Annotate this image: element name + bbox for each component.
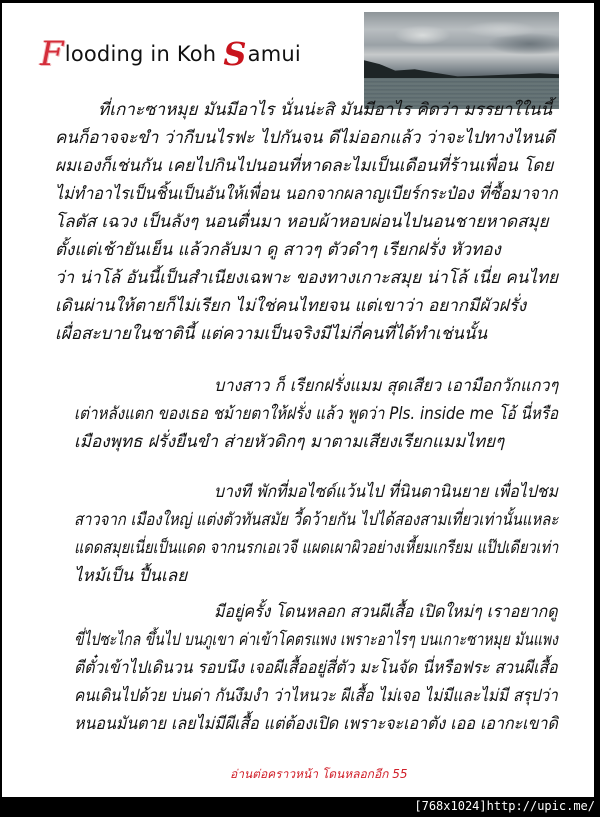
watermark-bar [0,797,600,817]
watermark-link[interactable]: [768x1024]http://upic.me/ [414,799,595,813]
text-line: บางสาว ก็ เรียกฝรั่งแมม สุดเสียว เอามือกวักแกวๆ [214,376,559,396]
text-line: ตีตั๋วเข้าไปเดินวน รอบนึง เจอผีเสื้ออยู่สี่ตัว มะโนจัด นี่หรือฟระ สวนผีเสื้อ [74,658,558,678]
text-line: ไม่ทำอาไรเป็นชิ้นเป็นอันให้เพื่อน นอกจากผลาญเบียร์กระป๋อง ที่ซื้อมาจาก [55,184,558,204]
text-line: เมืองพุทธ ฝรั่งยืนขำ ส่ายหัวดิกๆ มาตามเสียงเรียกแมมไทยๆ [74,432,505,452]
text-line: เต่าหลังแตก ของเธอ ชม้ายตาให้ฝรั่ง แล้ว พูดว่า Pls. inside me โอ้ นี่หรือ [74,404,559,424]
ornate-initial-s: S [223,35,247,73]
text-line: โลตัส เฉวง เป็นลังๆ นอนตื่นมา หอบผ้าหอบผ่อนไปนอนชายหาดสมุย [55,212,549,232]
text-line: ที่เกาะซาหมุย มันมีอาไร นั่นน่ะสิ มันมีอาไร คิดว่า มรรยาใในนี้ [98,100,553,120]
ornate-initial-f: F [40,34,64,74]
text-line: มีอยู่ครั้ง โดนหลอก สวนผีเสื้อ เปิดใหม่ๆ เราอยากดู [214,602,558,622]
continue-reading-note: อ่านต่อคราวหน้า โดนหลอกอีก 55 [230,767,408,781]
title-text-part1: looding in Koh [64,42,217,66]
text-line: คนเดินไปด้วย บ่นด่า กันงึมงำ ว่าไหนวะ ผีเสื้อ ไม่เจอ ไม่มีและไม่มี สรุปว่า [74,686,558,706]
text-line: บางที พักที่มอไซด์แว้นไป ที่นินตานินยาย เพื่อไปชม [214,482,558,502]
text-line: แดดสมุยเนี่ยเป็นแดด จากนรกเอเวจี แผดเผาผิวอย่างเหี้ยมเกรียม แป๊ปเดียวเท่า [74,538,559,558]
text-line: สาวจาก เมืองใหญ่ แต่งตัวทันสมัย วี้ดว้ายกัน ไปได้สองสามเที่ยวเท่านั้นแหละ [74,510,559,530]
text-line: ไหม้เป็น ปื้นเลย [74,566,188,586]
document-page [2,3,594,797]
article-body [2,3,594,797]
title-text-part2: amui [247,42,301,66]
text-line: ขี่ไปซะไกล ขึ้นไป บนภูเขา ค่าเข้าโคตรแพง เพราะอาไรๆ บนเกาะซาหมุย มันแพง [74,630,558,650]
text-line: ตั้งแต่เช้ายันเย็น แล้วกลับมา ดู สาวๆ ตัวดำๆ เรียกฝรั่ง หัวทอง [55,240,501,260]
text-line: หนอนมันตาย เลยไม่มีผีเสื้อ แต่ต้องเปิด เพราะจะเอาตัง เออ เอากะเขาดิ [74,714,558,734]
text-line: เดินผ่านให้ตายก็ไม่เรียก ไม่ใช่คนไทยจน แต่เขาว่า อยากมีผัวฝรั่ง [55,296,527,316]
text-line: ผมเองก็เช่นกัน เคยไปกินไปนอนที่หาดละไมเป็นเดือนที่ร้านเพื่อน โดย [55,156,554,176]
text-line: คนก็อาจจะขำ ว่ากีบนไรฟะ ไปกันจน ดีไม่ออกแล้ว ว่าจะไปทางไหนดี [55,128,555,148]
text-line: ว่า น่าโล้ อันนี้เป็นสำเนียงเฉพาะ ของทางเกาะสมุย น่าโล้ เนี่ย คนไทย [55,268,559,288]
text-line: เผื่อสะบายในชาตินี้ แต่ความเป็นจริงมีไม่กี่คนที่ได้ทำเช่นนั้น [55,324,488,344]
